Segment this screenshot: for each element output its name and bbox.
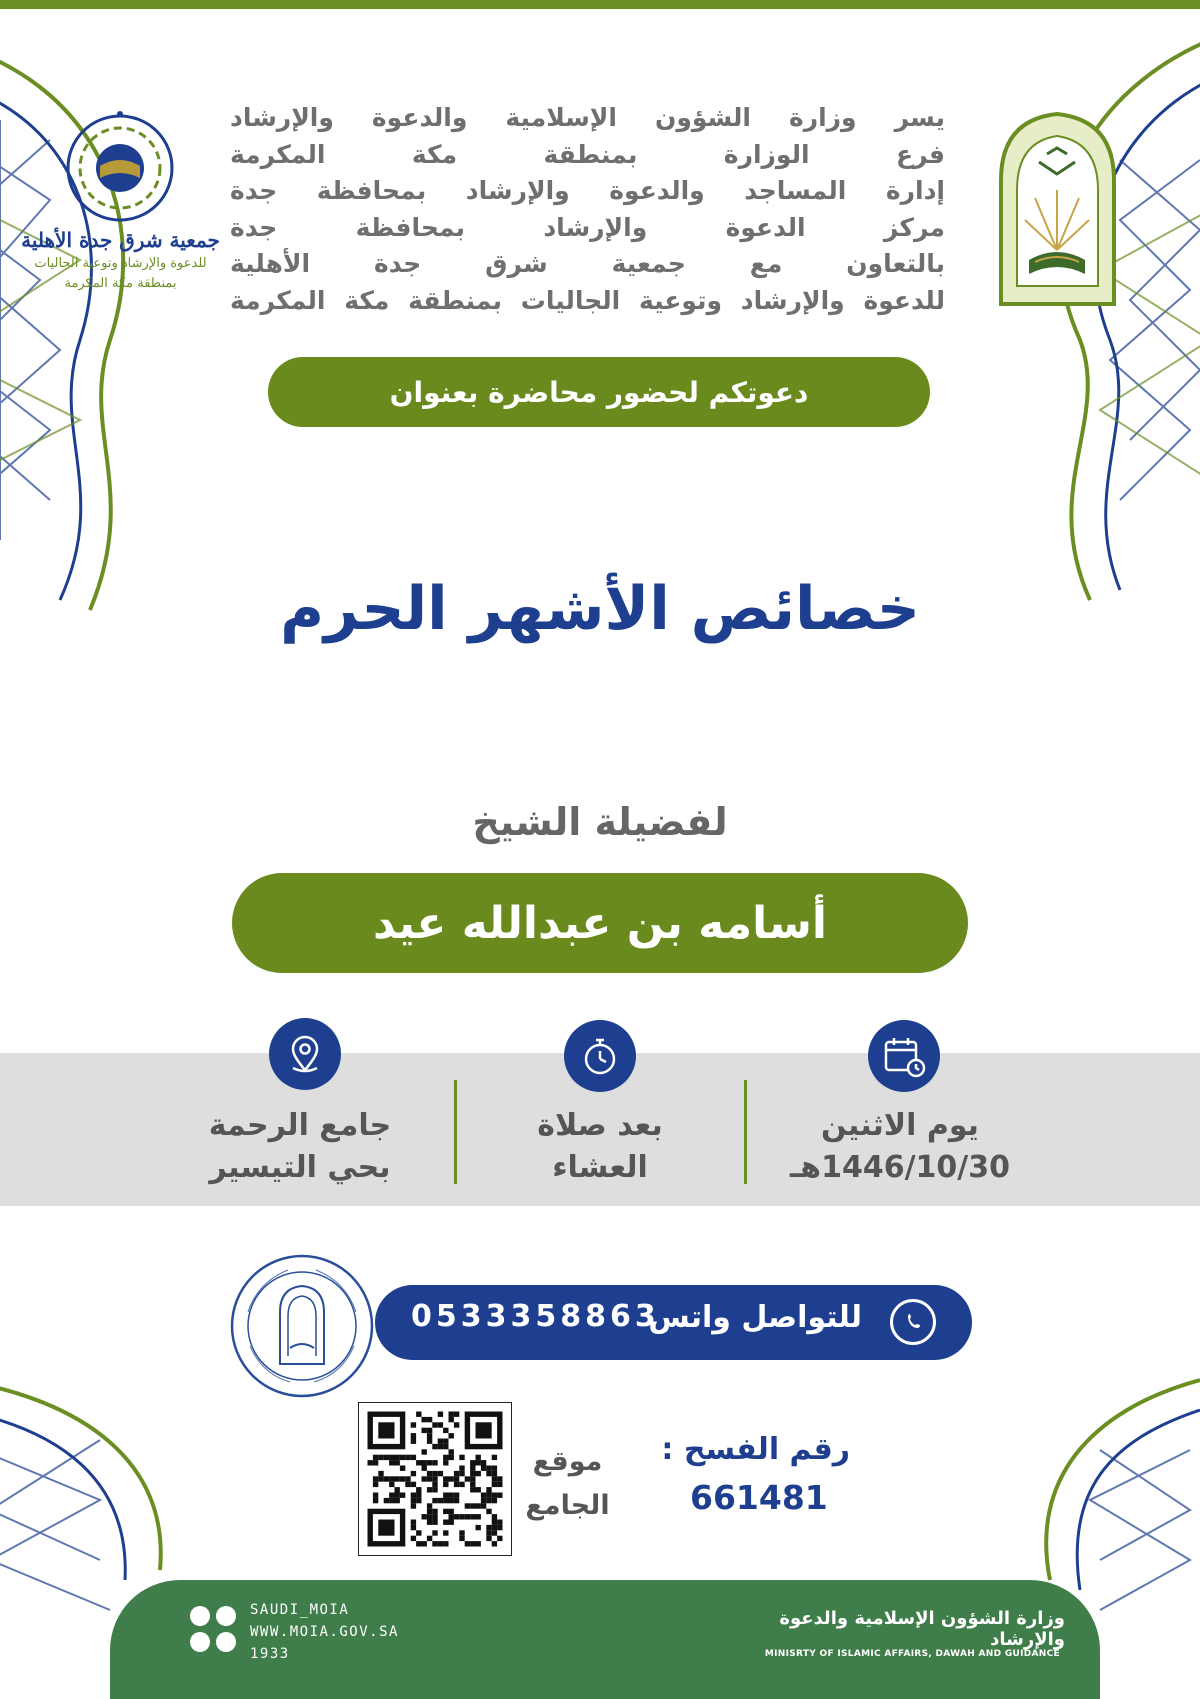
info-divider-right: [744, 1080, 747, 1184]
center-stamp: [228, 1252, 376, 1400]
whatsapp-phone-number[interactable]: 0533358863: [411, 1299, 660, 1334]
whatsapp-label: للتواصل واتس: [648, 1300, 862, 1335]
qr-label-line-1: موقع: [532, 1446, 603, 1477]
invitation-banner: [268, 357, 930, 427]
whatsapp-icon: [890, 1299, 936, 1345]
association-region: بمنطقة مكة المكرمة: [64, 276, 177, 291]
ornament-top-right: [1010, 20, 1200, 610]
info-divider-left: [454, 1080, 457, 1184]
footer-website[interactable]: WWW.MOIA.GOV.SA: [250, 1624, 399, 1640]
header-line-3: إدارة المساجد والدعوة والإرشاد بمحافظة جدة: [230, 176, 945, 205]
footer-contact-links: [250, 1599, 399, 1665]
permit-number: 661481: [690, 1478, 828, 1517]
event-district: بحي التيسير: [209, 1150, 391, 1185]
ministry-emblem-logo: [995, 110, 1120, 310]
lecture-title: خصائص الأشهر الحرم: [280, 574, 920, 644]
sheikh-label: لفضيلة الشيخ: [472, 800, 728, 844]
footer-social-handle[interactable]: SAUDI_MOIA: [250, 1602, 350, 1618]
header-line-6: للدعوة والإرشاد وتوعية الجاليات بمنطقة مكة المكرمة: [230, 285, 945, 315]
footer-phone[interactable]: 1933: [250, 1646, 290, 1662]
location-pin-icon: [269, 1018, 341, 1090]
invitation-text: دعوتكم لحضور محاضرة بعنوان: [389, 375, 809, 409]
event-location: [190, 1105, 410, 1189]
top-accent-bar: [0, 0, 1200, 9]
event-time-line-2: العشاء: [552, 1150, 648, 1185]
mosque-location-qr-code[interactable]: [358, 1402, 512, 1556]
footer-ministry-name-en: MINISRTY OF ISLAMIC AFFAIRS, DAWAH AND GUIDANCE: [764, 1649, 1060, 1659]
header-line-1: يسر وزارة الشؤون الإسلامية والدعوة والإرشاد: [230, 103, 945, 132]
event-time-line-1: بعد صلاة: [537, 1108, 663, 1143]
qr-label-line-2: الجامع: [525, 1490, 610, 1521]
header-line-2: فرع الوزارة بمنطقة مكة المكرمة: [230, 139, 945, 169]
event-hijri-date: 1446/10/30هـ: [790, 1150, 1010, 1185]
header-text-block: [230, 100, 945, 319]
twitter-icon[interactable]: [190, 1606, 210, 1626]
facebook-icon[interactable]: [190, 1632, 210, 1652]
calendar-icon: [868, 1020, 940, 1092]
whatsapp-contact-bar[interactable]: [375, 1285, 972, 1360]
association-logo: [18, 110, 223, 330]
permit-number-label: رقم الفسح :: [661, 1432, 850, 1467]
association-name: جمعية شرق جدة الأهلية: [21, 228, 220, 252]
event-day: يوم الاثنين: [821, 1108, 979, 1143]
header-line-4: مركز الدعوة والإرشاد بمحافظة جدة: [230, 212, 945, 242]
instagram-icon[interactable]: [216, 1606, 236, 1626]
association-subtitle: للدعوة والإرشاد وتوعية الجاليات: [34, 256, 207, 271]
qr-label: [520, 1440, 615, 1528]
event-time: [480, 1105, 720, 1189]
sheikh-name-banner: [232, 873, 968, 973]
event-date: [780, 1105, 1020, 1189]
event-mosque: جامع الرحمة: [208, 1108, 392, 1143]
phone-icon[interactable]: [216, 1632, 236, 1652]
sheikh-name: أسامه بن عبدالله عيد: [373, 897, 827, 949]
header-line-5: بالتعاون مع جمعية شرق جدة الأهلية: [230, 249, 945, 278]
footer-ministry-name-ar: وزارة الشؤون الإسلامية والدعوة والإرشاد: [779, 1608, 1065, 1650]
stopwatch-icon: [564, 1020, 636, 1092]
